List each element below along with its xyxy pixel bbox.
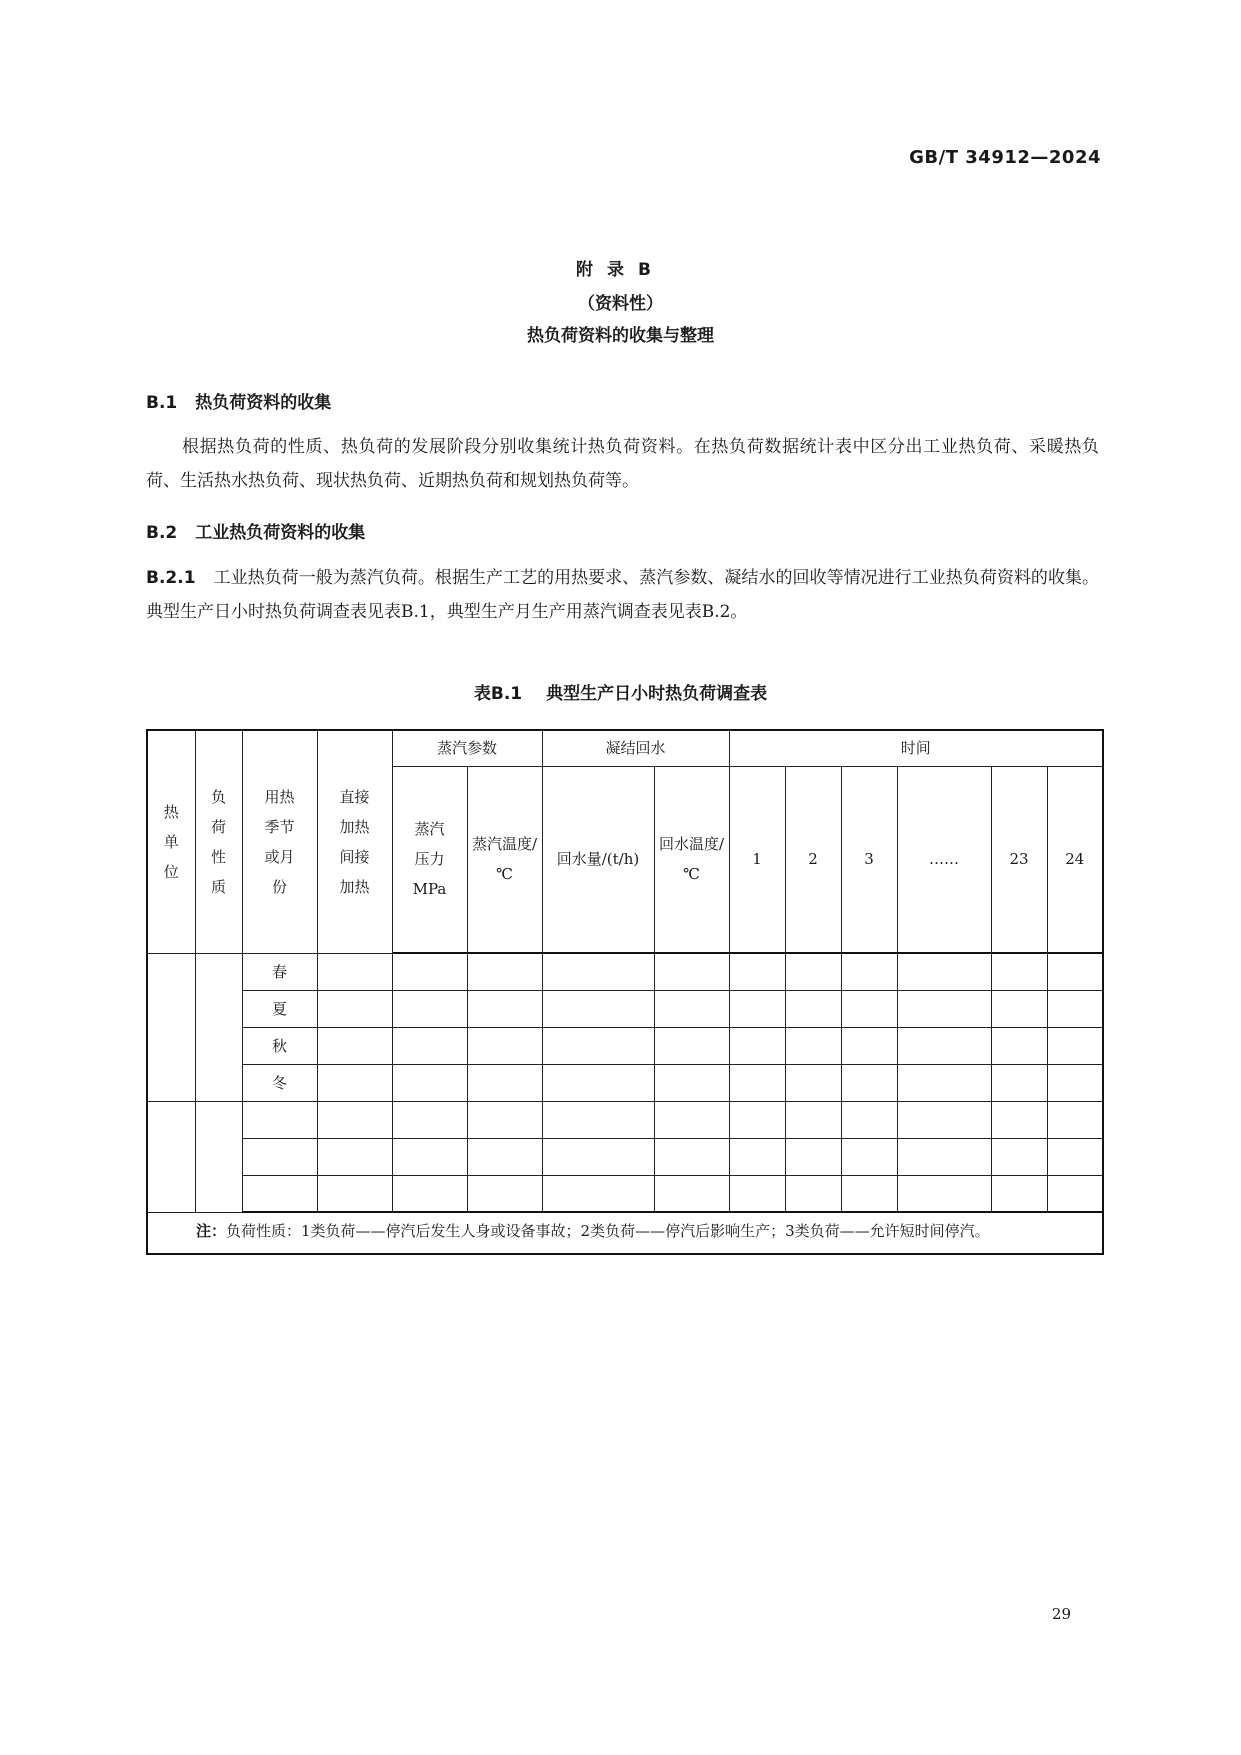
table-caption-number: 表B.1 bbox=[473, 684, 523, 704]
table-row bbox=[147, 1138, 1103, 1175]
header-condensate: 凝结回水 bbox=[542, 730, 729, 766]
header-steam-pressure: 蒸汽压力MPa bbox=[392, 766, 467, 953]
section-b21-text: 工业热负荷一般为蒸汽负荷。根据生产工艺的用热要求、蒸汽参数、凝结水的回收等情况进行工业热负荷资料的收集。典型生产日小时热负荷调查表见表B.1，典型生产月生产用蒸汽调查表见表B.2。 bbox=[146, 568, 1099, 622]
header-steam-temp: 蒸汽温度/℃ bbox=[467, 766, 542, 953]
table-row bbox=[147, 953, 1103, 990]
table-row bbox=[147, 1064, 1103, 1101]
table-caption-title: 典型生产日小时热负荷调查表 bbox=[546, 684, 768, 704]
header-time: 时间 bbox=[729, 730, 1103, 766]
header-heating-mode: 直接加热间接加热 bbox=[317, 730, 392, 953]
season-cell: 夏 bbox=[242, 990, 317, 1027]
table-note bbox=[147, 1212, 1103, 1254]
header-return-flow: 回水量/(t/h) bbox=[542, 766, 654, 953]
section-b2-heading bbox=[146, 518, 365, 543]
season-cell: 春 bbox=[242, 953, 317, 990]
document-code: GB/T 34912—2024 bbox=[909, 147, 1101, 168]
table-caption bbox=[0, 679, 1241, 704]
table-row bbox=[147, 1101, 1103, 1138]
section-b21-number: B.2.1 bbox=[146, 568, 196, 588]
header-hour: 24 bbox=[1047, 766, 1103, 953]
table-row bbox=[147, 1027, 1103, 1064]
section-b2-number: B.2 bbox=[146, 523, 178, 543]
header-hour: 23 bbox=[991, 766, 1047, 953]
section-b2-title: 工业热负荷资料的收集 bbox=[195, 523, 366, 543]
appendix-subject: 热负荷资料的收集与整理 bbox=[527, 326, 714, 346]
table-row bbox=[147, 1175, 1103, 1212]
header-hour: 3 bbox=[841, 766, 897, 953]
header-hour: …… bbox=[897, 766, 991, 953]
section-b21-paragraph bbox=[146, 561, 1099, 629]
header-season: 用热季节或月份 bbox=[242, 730, 317, 953]
table-note-text: 负荷性质：1类负荷——停汽后发生人身或设备事故；2类负荷——停汽后影响生产；3类负荷——允许短时间停汽。 bbox=[226, 1222, 990, 1240]
table-note-label: 注： bbox=[196, 1222, 227, 1240]
header-unit: 热单位 bbox=[147, 730, 195, 953]
appendix-nature: （资料性） bbox=[578, 294, 663, 314]
header-return-temp: 回水温度/℃ bbox=[654, 766, 729, 953]
table-row bbox=[147, 990, 1103, 1027]
hourly-heat-load-table bbox=[146, 729, 1104, 1255]
section-b1-heading bbox=[146, 388, 331, 413]
section-b1-paragraph: 根据热负荷的性质、热负荷的发展阶段分别收集统计热负荷资料。在热负荷数据统计表中区分出工业热负荷、采暖热负荷、生活热水热负荷、现状热负荷、近期热负荷和规划热负荷等。 bbox=[146, 437, 1099, 491]
page-number: 29 bbox=[1051, 1605, 1071, 1623]
section-b1-number: B.1 bbox=[146, 393, 178, 413]
section-b1-title: 热负荷资料的收集 bbox=[195, 393, 332, 413]
appendix-title: 附录B bbox=[576, 260, 665, 280]
header-nature: 负荷性质 bbox=[195, 730, 242, 953]
season-cell: 秋 bbox=[242, 1027, 317, 1064]
header-steam-params: 蒸汽参数 bbox=[392, 730, 542, 766]
header-hour: 2 bbox=[785, 766, 841, 953]
season-cell: 冬 bbox=[242, 1064, 317, 1101]
header-hour: 1 bbox=[729, 766, 785, 953]
